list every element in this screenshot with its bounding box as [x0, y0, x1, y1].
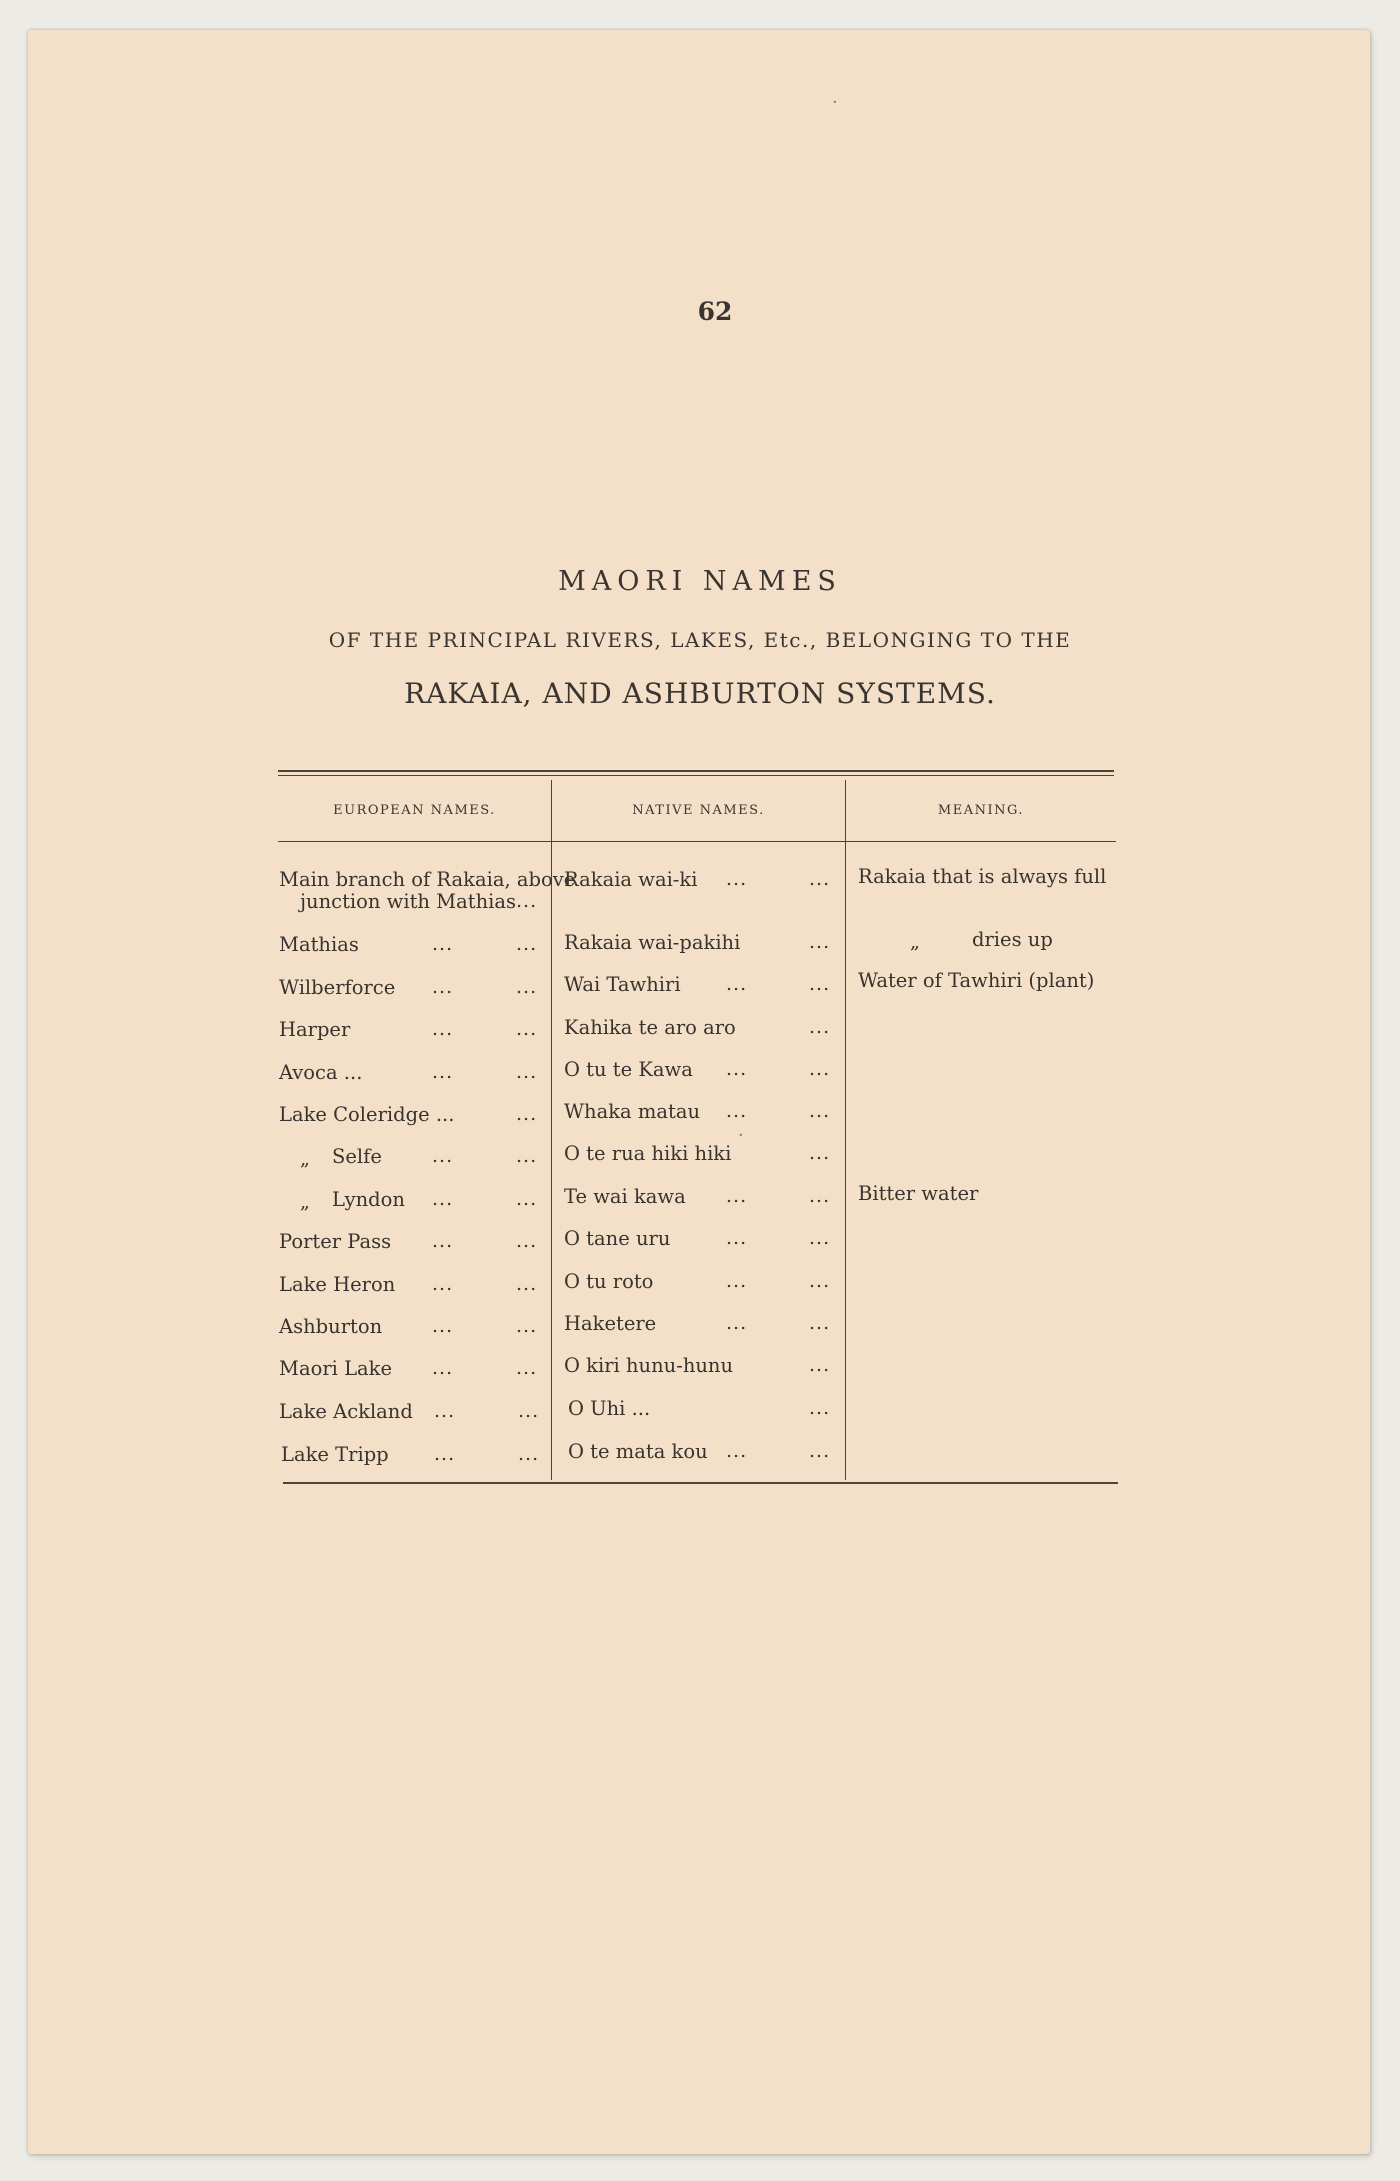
leader-dots: ...: [516, 1273, 538, 1295]
leader-dots: ...: [516, 1103, 538, 1125]
native-name: O Uhi ...: [568, 1397, 651, 1420]
leader-dots: ...: [432, 1315, 454, 1337]
leader-dots: ...: [432, 933, 454, 955]
meaning: Water of Tawhiri (plant): [858, 969, 1095, 992]
european-name: Main branch of Rakaia, above: [279, 868, 576, 891]
column-header-meaning: MEANING.: [937, 803, 1025, 818]
meaning: dries up: [972, 928, 1053, 951]
leader-dots: ...: [726, 1185, 748, 1207]
ditto-mark: „: [300, 1191, 310, 1213]
leader-dots: ...: [432, 1018, 454, 1040]
meaning: Rakaia that is always full: [858, 865, 1107, 888]
meaning: Bitter water: [858, 1182, 979, 1205]
table-divider-2: [845, 780, 846, 1480]
leader-dots: ...: [432, 1061, 454, 1083]
european-name: Avoca ...: [279, 1061, 363, 1084]
leader-dots: ...: [809, 1440, 831, 1462]
leader-dots: ...: [809, 973, 831, 995]
european-name: Ashburton: [279, 1315, 383, 1338]
leader-dots: ...: [432, 1188, 454, 1210]
leader-dots: ...: [726, 973, 748, 995]
european-name: Lake Ackland: [279, 1400, 413, 1423]
column-header-european: EUROPEAN NAMES.: [333, 803, 496, 818]
leader-dots: ...: [726, 1440, 748, 1462]
european-name: Harper: [279, 1018, 351, 1041]
leader-dots: ...: [809, 868, 831, 890]
european-name: Selfe: [332, 1145, 382, 1168]
european-name: Lyndon: [332, 1188, 405, 1211]
leader-dots: ...: [434, 1443, 456, 1465]
leader-dots: ...: [726, 868, 748, 890]
ditto-mark: „: [300, 1148, 310, 1170]
paper-speck: ·: [832, 92, 838, 113]
european-name: Maori Lake: [279, 1357, 393, 1380]
leader-dots: ...: [809, 1142, 831, 1164]
european-name: Mathias: [279, 933, 359, 956]
page-subtitle: OF THE PRINCIPAL RIVERS, LAKES, Etc., BELONGING TO THE: [328, 628, 1072, 652]
european-name: Porter Pass: [279, 1230, 392, 1253]
leader-dots: ...: [809, 1397, 831, 1419]
native-name: O te mata kou: [568, 1440, 708, 1463]
leader-dots: ...: [434, 1400, 456, 1422]
leader-dots: ...: [809, 1016, 831, 1038]
leader-dots: ...: [516, 1145, 538, 1167]
leader-dots: ...: [726, 1058, 748, 1080]
document-page: [28, 30, 1370, 2154]
page-subtitle-systems: RAKAIA, AND ASHBURTON SYSTEMS.: [404, 677, 996, 710]
leader-dots: ...: [726, 1312, 748, 1334]
european-name: Wilberforce: [279, 976, 396, 999]
leader-dots: ...: [809, 1354, 831, 1376]
leader-dots: ...: [726, 1227, 748, 1249]
leader-dots: ...: [516, 1188, 538, 1210]
native-name: O tane uru: [564, 1227, 671, 1250]
paper-speck: ·: [738, 1125, 744, 1146]
page-title: MAORI NAMES: [558, 566, 842, 597]
european-name: Lake Tripp: [281, 1443, 389, 1466]
leader-dots: ...: [809, 1270, 831, 1292]
leader-dots: ...: [516, 1315, 538, 1337]
leader-dots: ...: [809, 1185, 831, 1207]
leader-dots: ...: [432, 1273, 454, 1295]
native-name: Wai Tawhiri: [564, 973, 681, 996]
leader-dots: ...: [516, 890, 538, 912]
leader-dots: ...: [516, 1230, 538, 1252]
european-name-continued: junction with Mathias: [300, 890, 517, 913]
leader-dots: ...: [432, 1145, 454, 1167]
leader-dots: ...: [516, 1357, 538, 1379]
leader-dots: ...: [726, 1270, 748, 1292]
leader-dots: ...: [809, 1058, 831, 1080]
native-name: Rakaia wai-ki: [564, 868, 698, 891]
leader-dots: ...: [518, 1443, 540, 1465]
table-bottom-rule: [283, 1482, 1118, 1484]
native-name: O tu roto: [564, 1270, 654, 1293]
leader-dots: ...: [516, 933, 538, 955]
leader-dots: ...: [726, 1100, 748, 1122]
table-header-rule: [278, 841, 1116, 842]
native-name: Te wai kawa: [564, 1185, 686, 1208]
leader-dots: ...: [432, 1230, 454, 1252]
leader-dots: ...: [518, 1400, 540, 1422]
leader-dots: ...: [432, 976, 454, 998]
native-name: Kahika te aro aro: [564, 1016, 736, 1039]
leader-dots: ...: [516, 976, 538, 998]
ditto-mark: „: [910, 931, 920, 953]
leader-dots: ...: [516, 1061, 538, 1083]
european-name: Lake Heron: [279, 1273, 396, 1296]
native-name: O tu te Kawa: [564, 1058, 693, 1081]
european-name: Lake Coleridge ...: [279, 1103, 455, 1126]
native-name: Haketere: [564, 1312, 657, 1335]
native-name: O te rua hiki hiki: [564, 1142, 732, 1165]
table-top-rule-thin: [278, 775, 1114, 776]
column-header-native: NATIVE NAMES.: [632, 803, 765, 818]
native-name: Whaka matau: [564, 1100, 701, 1123]
leader-dots: ...: [809, 1100, 831, 1122]
native-name: Rakaia wai-pakihi: [564, 931, 741, 954]
leader-dots: ...: [432, 1357, 454, 1379]
native-name: O kiri hunu-hunu: [564, 1354, 734, 1377]
page-number: 62: [697, 297, 733, 326]
leader-dots: ...: [809, 1227, 831, 1249]
leader-dots: ...: [809, 1312, 831, 1334]
leader-dots: ...: [809, 931, 831, 953]
table-top-rule-thick: [278, 770, 1114, 772]
leader-dots: ...: [516, 1018, 538, 1040]
